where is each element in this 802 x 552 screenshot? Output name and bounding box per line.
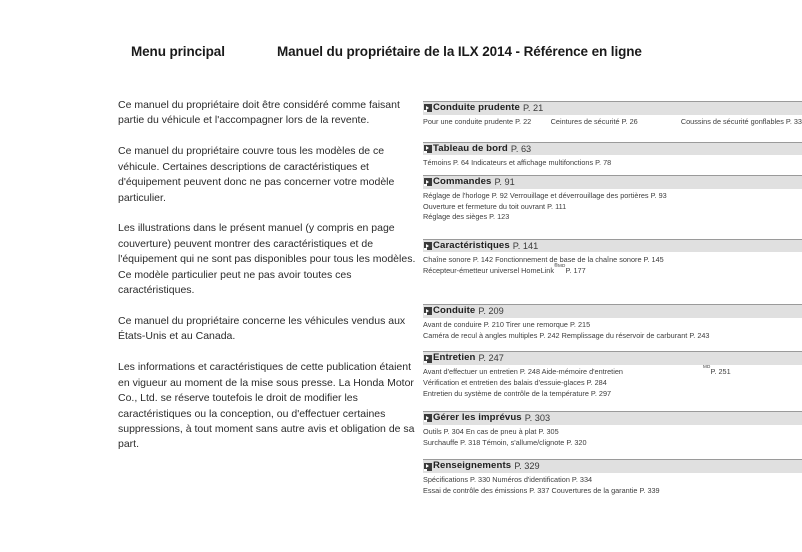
superscript-md: MD	[557, 262, 566, 268]
toc-section-page: P. 141	[512, 240, 539, 251]
toc-line[interactable]	[423, 320, 802, 331]
toc-entry-text: Ouverture et fermeture du toit ouvrant P. 111	[423, 201, 567, 211]
intro-paragraph: Ce manuel du propriétaire doit être considéré comme faisant partie du véhicule et l'accompagner lors de la revente.	[118, 99, 400, 127]
toc-section-header[interactable]	[423, 352, 802, 365]
toc-section-header[interactable]	[423, 412, 802, 425]
intro-paragraph: Les informations et caractéristiques de cette publication étaient en vigueur au moment de la mise sous presse. La Honda Motor Co., Ltd. se réserve toutefois le droit de modifier les caractéristiques ou la conception, ou d'effectuer certaines suppressions, à tout moment sans autre avis et obligation de sa part.	[118, 361, 415, 451]
table-of-contents	[423, 101, 802, 497]
toc-entry-text: Coussins de sécurité gonflables P. 33	[680, 117, 802, 126]
toc-line[interactable]	[423, 262, 802, 277]
toc-spacer	[531, 117, 550, 128]
toc-line[interactable]	[423, 255, 802, 266]
toc-section-header[interactable]	[423, 102, 802, 115]
toc-line[interactable]	[423, 475, 802, 486]
toc-entry-text: Spécifications P. 330 Numéros d'identification P. 334	[423, 475, 593, 485]
toc-section-title: Commandes	[433, 176, 492, 188]
toc-section-body	[423, 473, 802, 497]
superscript-md: MD	[702, 364, 711, 370]
toc-section-page: P. 91	[494, 177, 515, 188]
toc-section-header[interactable]	[423, 460, 802, 473]
toc-line[interactable]	[423, 117, 802, 128]
intro-paragraph: Ce manuel du propriétaire concerne les véhicules vendus aux États-Unis et au Canada.	[118, 314, 406, 343]
page-header	[0, 44, 802, 68]
toc-section-title: Renseignements	[433, 460, 512, 472]
toc-line[interactable]	[423, 389, 802, 400]
toc-line[interactable]	[423, 331, 802, 342]
toc-section-body	[423, 365, 802, 399]
toc-section	[423, 304, 802, 351]
toc-entry-text: Réglage des sièges P. 123	[423, 212, 510, 222]
toc-entry-text: Témoins P. 64 Indicateurs et affichage multifonctions P. 78	[423, 157, 612, 167]
toc-line[interactable]	[423, 438, 802, 449]
toc-line[interactable]	[423, 427, 802, 438]
toc-section-body	[423, 155, 802, 168]
toc-section	[423, 142, 802, 176]
toc-section	[423, 239, 802, 304]
section-arrow-icon	[424, 242, 432, 250]
menu-principal-title: Menu principal	[131, 44, 225, 59]
toc-section-title: Tableau de bord	[433, 142, 508, 154]
toc-section	[423, 175, 802, 239]
toc-section-body	[423, 252, 802, 276]
toc-entry-text: P. 177	[565, 265, 586, 275]
intro-paragraph: Les illustrations dans le présent manuel (y compris en page couverture) peuvent montrer des caractéristiques et de l'équipement qui ne sont pas disponibles pour tous les modèles. Ce modèle particulier peut ne pas avoir toutes ces caractéristiques.	[118, 222, 416, 297]
toc-section-header[interactable]	[423, 143, 802, 156]
section-arrow-icon	[424, 178, 432, 186]
toc-entry-text: Récepteur-émetteur universel HomeLink	[423, 265, 554, 275]
section-arrow-icon	[424, 463, 432, 471]
section-gap	[423, 276, 802, 304]
section-gap	[423, 399, 802, 411]
toc-section-body	[423, 425, 802, 449]
toc-section	[423, 101, 802, 142]
toc-entry-text: Surchauffe P. 318 Témoin, s'allume/clignote P. 320	[423, 437, 587, 447]
toc-section	[423, 459, 802, 496]
toc-section-page: P. 329	[514, 461, 540, 472]
toc-section-body	[423, 318, 802, 342]
toc-section-title: Conduite	[433, 305, 476, 317]
intro-paragraph: Ce manuel du propriétaire couvre tous les modèles de ce véhicule. Certaines descriptions de caractéristiques et d'équipement peuvent donc ne pas concerner votre modèle particulier.	[118, 145, 395, 204]
toc-section-header[interactable]	[423, 176, 802, 189]
toc-section	[423, 411, 802, 459]
toc-section-title: Entretien	[433, 352, 476, 364]
toc-section-page: P. 21	[522, 103, 544, 113]
toc-line[interactable]	[423, 158, 802, 169]
toc-entry-text: Avant d'effectuer un entretien P. 248 Aide-mémoire d'entretien	[423, 367, 623, 377]
toc-spacer	[638, 117, 681, 128]
section-gap	[423, 128, 802, 142]
toc-entry-text: Outils P. 304 En cas de pneu à plat P. 305	[423, 427, 559, 437]
toc-entry-text: Chaîne sonore P. 142 Fonctionnement de base de la chaîne sonore P. 145	[423, 254, 664, 264]
toc-section-page: P. 63	[510, 143, 532, 154]
toc-section-header[interactable]	[423, 240, 802, 253]
toc-section-page: P. 303	[524, 413, 551, 424]
toc-spacer	[623, 367, 703, 378]
toc-section	[423, 351, 802, 411]
toc-section-title: Gérer les imprévus	[433, 412, 522, 424]
section-arrow-icon	[424, 145, 432, 153]
toc-entry-text: Réglage de l'horloge P. 92 Verrouillage et déverrouillage des portières P. 93	[423, 191, 667, 201]
toc-line[interactable]	[423, 212, 802, 223]
toc-section-body	[423, 115, 802, 128]
toc-section-title: Caractéristiques	[433, 239, 510, 251]
toc-entry-text: Ceintures de sécurité P. 26	[550, 117, 638, 126]
section-gap	[423, 223, 802, 239]
toc-entry-text: Avant de conduire P. 210 Tirer une remorque P. 215	[423, 320, 591, 330]
toc-line[interactable]	[423, 191, 802, 202]
registered-mark: ®	[554, 262, 558, 269]
section-arrow-icon	[424, 355, 432, 363]
toc-section-page: P. 247	[478, 353, 504, 364]
section-arrow-icon	[424, 307, 432, 315]
toc-section-body	[423, 189, 802, 223]
toc-entry-text: Vérification et entretien des balais d'essuie-glaces P. 284	[423, 377, 607, 387]
section-gap	[423, 448, 802, 459]
section-gap	[423, 168, 802, 175]
intro-text-column	[118, 98, 418, 453]
toc-line[interactable]	[423, 486, 802, 497]
toc-entry-text: Entretien du système de contrôle de la température P. 297	[423, 388, 612, 398]
toc-entry-text: Pour une conduite prudente P. 22	[423, 117, 532, 126]
section-arrow-icon	[424, 414, 432, 422]
section-gap	[423, 341, 802, 351]
toc-entry-text: Caméra de recul à angles multiples P. 242 Remplissage du réservoir de carburant P. 243	[423, 330, 710, 340]
toc-section-page: P. 209	[478, 306, 504, 317]
toc-entry-text: Essai de contrôle des émissions P. 337 Couvertures de la garantie P. 339	[423, 485, 660, 495]
toc-entry-text: P. 251	[710, 367, 731, 377]
toc-line[interactable]	[423, 202, 802, 213]
toc-line[interactable]	[423, 364, 802, 378]
manual-title: Manuel du propriétaire de la ILX 2014 - Référence en ligne	[277, 44, 642, 59]
toc-section-title: Conduite prudente	[433, 102, 520, 113]
section-arrow-icon	[424, 104, 432, 112]
toc-line[interactable]	[423, 378, 802, 389]
toc-section-header[interactable]	[423, 305, 802, 318]
